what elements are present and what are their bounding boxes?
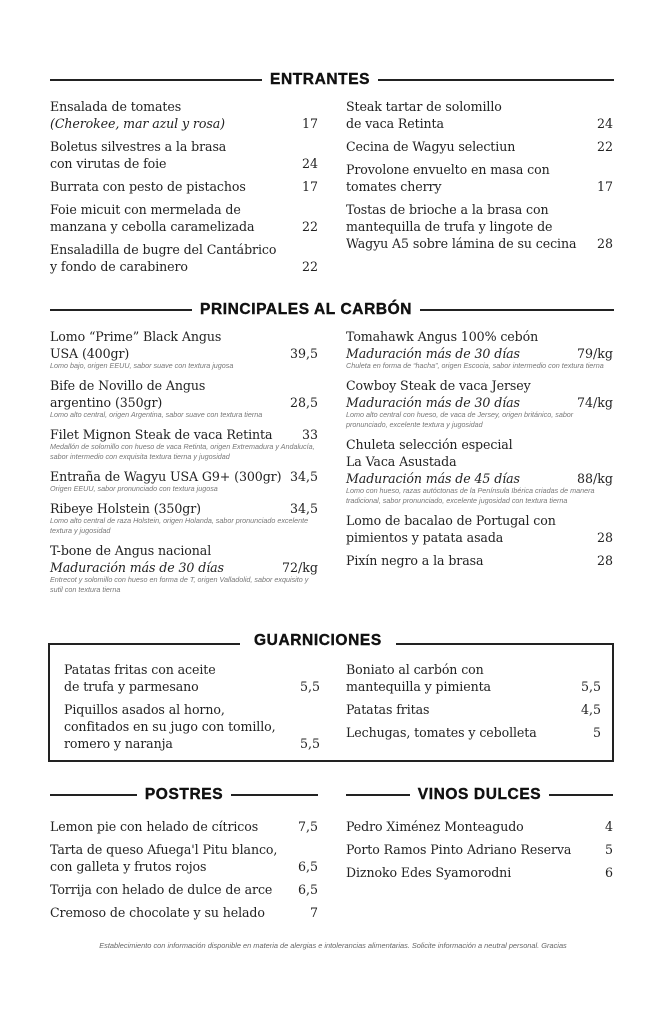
item-subtitle: Maduración más de 30 días [346,395,520,410]
menu-item [346,724,601,741]
item-price: 39,5 [289,346,318,361]
entrantes-left-column [50,98,318,281]
menu-item [50,138,318,172]
item-price: 34,5 [289,501,318,516]
entrantes-right-column [346,98,613,258]
item-name: Cremoso de chocolate y su helado [50,905,265,920]
menu-item [50,542,318,595]
item-price: 28 [596,553,613,568]
item-price: 4 [604,819,613,834]
menu-item [50,904,318,921]
item-name: Lomo de bacalao de Portugal con [346,513,556,528]
section-header-entrantes [50,71,614,89]
item-price: 88/kg [577,471,613,486]
menu-item [50,500,318,536]
divider [378,79,614,81]
item-name: Patatas fritas con aceite [64,662,216,677]
divider [50,309,192,311]
item-name: con virutas de foie [50,156,167,171]
section-title: ENTRANTES [270,71,371,88]
item-name: T-bone de Angus nacional [50,543,212,558]
menu-item [50,426,318,462]
item-name: Cecina de Wagyu selectiun [346,139,516,154]
item-price: 24 [301,156,318,171]
item-name: Ensaladilla de bugre del Cantábrico [50,242,277,257]
section-title: GUARNICIONES [254,632,382,649]
item-name: Pixín negro a la brasa [346,553,484,568]
item-price: 7 [309,905,318,920]
item-price: 5,5 [299,679,320,694]
item-name: con galleta y frutos rojos [50,859,207,874]
item-name: Tomahawk Angus 100% cebón [346,329,539,344]
item-price: 33 [301,427,318,442]
item-price: 17 [596,179,613,194]
menu-item [346,328,613,371]
item-price: 74/kg [577,395,613,410]
menu-item [50,178,318,195]
guarniciones-right-column [346,661,601,747]
item-description: Chuleta en forma de “hacha”, origen Escocia, sabor intermedio con textura tierna [346,361,604,370]
menu-item [346,161,613,195]
menu-item [346,98,613,132]
divider [50,794,137,796]
menu-item [50,818,318,835]
section-title: PRINCIPALES AL CARBÓN [200,301,413,318]
menu-item [346,701,601,718]
menu-item [50,328,318,371]
item-name: pimientos y patata asada [346,530,504,545]
item-description: Entrecot y solomillo con hueso en forma de T, origen Valladolid, sabor exquisito y sutil con textura tierna [50,575,309,594]
item-subtitle: Maduración más de 30 días [346,346,520,361]
item-name: y fondo de carabinero [50,259,188,274]
item-name: Ribeye Holstein (350gr) [50,501,201,516]
item-description: Origen EEUU, sabor pronunciado con textura jugosa [50,484,218,493]
menu-item [346,201,613,252]
divider [231,794,318,796]
item-name: Lemon pie con helado de cítricos [50,819,259,834]
principales-right-column [346,328,613,575]
section-header-principales [50,301,614,319]
item-name: La Vaca Asustada [346,454,457,469]
item-price: 6 [604,865,613,880]
divider [50,79,262,81]
menu-item [50,881,318,898]
item-price: 34,5 [289,469,318,484]
menu-item [50,201,318,235]
item-name: confitados en su jugo con tomillo, [64,719,276,734]
item-price: 72/kg [282,560,318,575]
section-header-guarniciones [240,632,396,650]
item-name: Wagyu A5 sobre lámina de su cecina [346,236,577,251]
menu-item [346,552,613,569]
item-name: Boletus silvestres a la brasa [50,139,227,154]
item-price: 79/kg [577,346,613,361]
menu-item [50,377,318,420]
menu-item [50,468,318,494]
item-name: Boniato al carbón con [346,662,484,677]
item-name: Burrata con pesto de pistachos [50,179,246,194]
item-name: Foie micuit con mermelada de [50,202,241,217]
item-name: romero y naranja [64,736,173,751]
item-price: 6,5 [297,882,318,897]
item-price: 5 [604,842,613,857]
menu-item [64,701,320,752]
item-price: 5,5 [299,736,320,751]
menu-item [346,661,601,695]
item-description: Lomo alto central con hueso, de vaca de Jersey, origen británico, sabor pronunciado, excelente textura y jugosidad [346,410,574,429]
item-name: Lechugas, tomates y cebolleta [346,725,537,740]
item-name: de trufa y parmesano [64,679,199,694]
menu-item [346,436,613,506]
allergen-footer: Establecimiento con información disponible en materia de alergias e intolerancias alimentarias. Solicite información a neutral personal. Gracias [99,941,567,950]
item-subtitle: Maduración más de 45 días [346,471,520,486]
guarniciones-left-column [64,661,320,758]
item-subtitle: Maduración más de 30 días [50,560,224,575]
item-description: Lomo con hueso, razas autóctonas de la Península Ibérica criadas de manera tradicional, sabor pronunciado, excelente jugosidad con textura tierna [346,486,595,505]
item-name: Entraña de Wagyu USA G9+ (300gr) [50,469,282,484]
item-name: mantequilla y pimienta [346,679,491,694]
item-name: Filet Mignon Steak de vaca Retinta [50,427,273,442]
item-price: 5 [592,725,601,740]
item-name: Diznoko Edes Syamorodni [346,865,512,880]
item-name: Patatas fritas [346,702,430,717]
item-name: Ensalada de tomates [50,99,182,114]
item-description: Lomo bajo, origen EEUU, sabor suave con textura jugosa [50,361,234,370]
item-price: 7,5 [297,819,318,834]
item-price: 22 [596,139,613,154]
item-price: 17 [301,179,318,194]
item-name: Chuleta selección especial [346,437,513,452]
divider [346,794,410,796]
postres-column [50,818,318,927]
item-name: Torrija con helado de dulce de arce [50,882,273,897]
menu-item [346,377,613,430]
item-price: 28 [596,530,613,545]
item-name: Provolone envuelto en masa con [346,162,550,177]
item-price: 4,5 [580,702,601,717]
item-subtitle: (Cherokee, mar azul y rosa) [50,116,225,131]
principales-left-column [50,328,318,601]
item-name: Tostas de brioche a la brasa con [346,202,549,217]
section-title: POSTRES [144,786,224,803]
item-description: Medallón de solomillo con hueso de vaca Retinta, origen Extremadura y Andalucía, sabor intermedio con exquisita textura tierna y jugosidad [50,442,315,461]
item-name: Pedro Ximénez Monteagudo [346,819,524,834]
item-name: manzana y cebolla caramelizada [50,219,255,234]
menu-item [346,864,613,881]
item-price: 17 [301,116,318,131]
item-description: Lomo alto central, origen Argentina, sabor suave con textura tierna [50,410,263,419]
section-title: VINOS DULCES [417,786,542,803]
item-price: 22 [301,259,318,274]
item-name: Piquillos asados al horno, [64,702,225,717]
item-name: tomates cherry [346,179,442,194]
item-name: Cowboy Steak de vaca Jersey [346,378,531,393]
menu-item [346,512,613,546]
item-name: de vaca Retinta [346,116,444,131]
section-header-vinos [346,786,613,804]
item-price: 28 [596,236,613,251]
menu-item [50,98,318,132]
menu-item [346,138,613,155]
menu-item [50,841,318,875]
item-price: 6,5 [297,859,318,874]
section-header-postres [50,786,318,804]
item-price: 5,5 [580,679,601,694]
item-price: 28,5 [289,395,318,410]
item-name: Bife de Novillo de Angus [50,378,206,393]
divider [420,309,614,311]
menu-item [346,841,613,858]
item-name: argentino (350gr) [50,395,163,410]
item-name: Lomo “Prime” Black Angus [50,329,222,344]
item-name: USA (400gr) [50,346,130,361]
divider [549,794,613,796]
item-name: Porto Ramos Pinto Adriano Reserva [346,842,572,857]
item-price: 22 [301,219,318,234]
item-description: Lomo alto central de raza Holstein, origen Holanda, sabor pronunciado excelente textura y jugosidad [50,516,309,535]
item-name: mantequilla de trufa y lingote de [346,219,553,234]
menu-item [64,661,320,695]
menu-item [50,241,318,275]
item-price: 24 [596,116,613,131]
item-name: Tarta de queso Afuega'l Pitu blanco, [50,842,278,857]
vinos-column [346,818,613,887]
item-name: Steak tartar de solomillo [346,99,502,114]
menu-item [346,818,613,835]
